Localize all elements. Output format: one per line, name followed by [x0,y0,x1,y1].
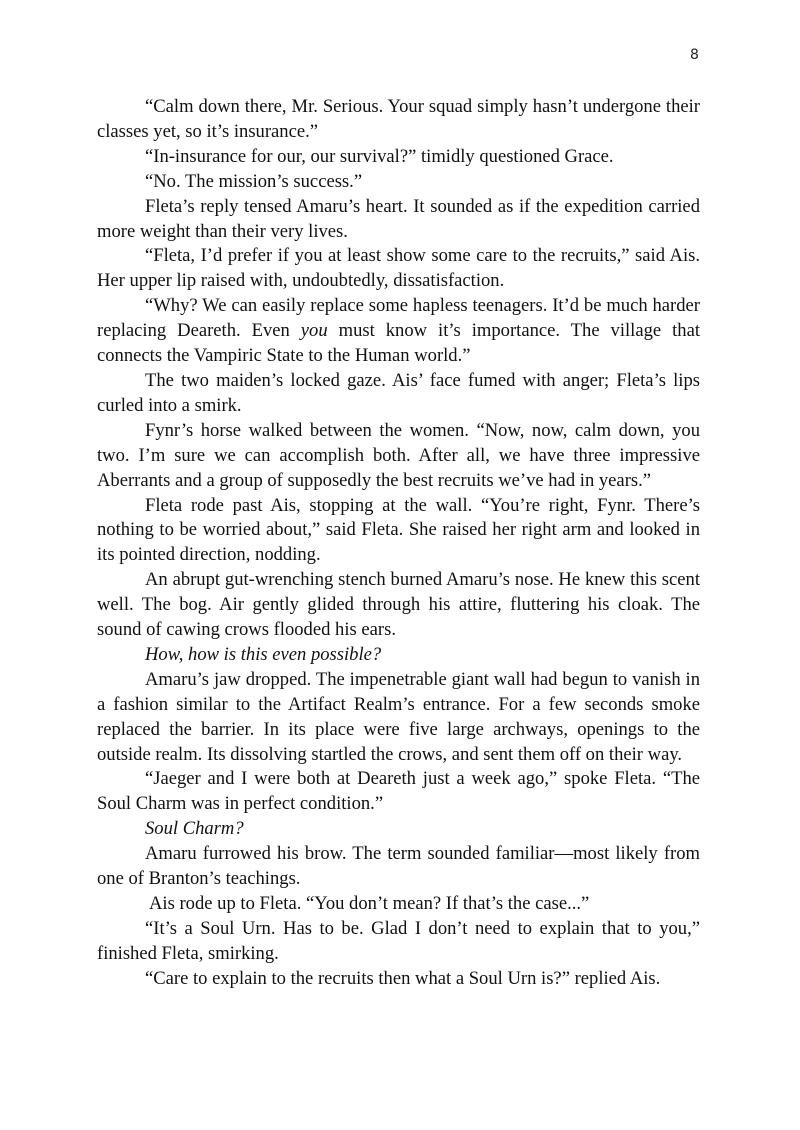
text-run: “Calm down there, Mr. Serious. Your squad simply hasn’t undergone their classes yet, so it’s insurance.” [97,96,700,142]
paragraph [97,494,700,569]
italic-text: Soul Charm? [145,818,244,840]
text-run: “No. The mission’s success.” [145,170,363,192]
paragraph [97,917,700,967]
italic-text: you [300,320,328,342]
paragraph [97,195,700,245]
paragraph [97,643,700,668]
paragraph [97,170,700,195]
paragraph [97,419,700,494]
paragraph [97,767,700,817]
text-run: Fynr’s horse walked between the women. “Now, now, calm down, you two. I’m sure we can accomplish both. After all, we have three impressive Aberrants and a group of supposedly the best recruits we’ve had in years.” [97,419,700,491]
paragraph [97,568,700,643]
text-run: “Care to explain to the recruits then what a Soul Urn is?” replied Ais. [145,967,661,989]
text-run: Fleta’s reply tensed Amaru’s heart. It sounded as if the expedition carried more weight than their very lives. [97,195,700,242]
text-run: “Why? We can easily replace some hapless teenagers. It’d be much harder replacing Deareth. Even [97,295,700,342]
text-run: “Jaeger and I were both at Deareth just a week ago,” spoke Fleta. “The Soul Charm was in perfect condition.” [97,768,700,815]
text-run: “Fleta, I’d prefer if you at least show some care to the recruits,” said Ais. Her upper lip raised with, undoubtedly, dissatisfaction. [97,245,700,292]
text-run: “In-insurance for our, our survival?” timidly questioned Grace. [145,145,614,167]
paragraph [97,294,700,369]
italic-text: How, how is this even possible? [145,643,382,665]
paragraph [97,892,700,917]
paragraph [97,145,700,170]
text-run: Fleta rode past Ais, stopping at the wall. “You’re right, Fynr. There’s nothing to be worried about,” said Fleta. She raised her right arm and looked in its pointed direction, nodding. [97,494,700,566]
text-run: must know it’s importance. The village that connects the Vampiric State to the Human world.” [97,320,701,367]
paragraph [97,842,700,892]
paragraph [97,95,700,145]
paragraph [97,244,700,294]
text-run: Amaru’s jaw dropped. The impenetrable giant wall had begun to vanish in a fashion similar to the Artifact Realm’s entrance. For a few seconds smoke replaced the barrier. In its place were five large archways, openings to the outside realm. Its dissolving startled the crows, and sent them off on their way. [97,668,700,765]
body-text [97,95,700,992]
text-run: “It’s a Soul Urn. Has to be. Glad I don’t need to explain that to you,” finished Fleta, smirking. [97,917,700,964]
paragraph [97,668,700,768]
paragraph [97,817,700,842]
text-run: An abrupt gut-wrenching stench burned Amaru’s nose. He knew this scent well. The bog. Air gently glided through his attire, fluttering his cloak. The sound of cawing crows flooded his ears. [97,569,700,641]
paragraph [97,369,700,419]
paragraph [97,967,700,992]
text-run: Ais rode up to Fleta. “You don’t mean? If that’s the case...” [149,893,590,914]
text-run: Amaru furrowed his brow. The term sounded familiar—most likely from one of Branton’s teachings. [97,843,700,890]
text-run: The two maiden’s locked gaze. Ais’ face fumed with anger; Fleta’s lips curled into a smirk. [97,369,700,416]
page-number: 8 [690,47,699,63]
